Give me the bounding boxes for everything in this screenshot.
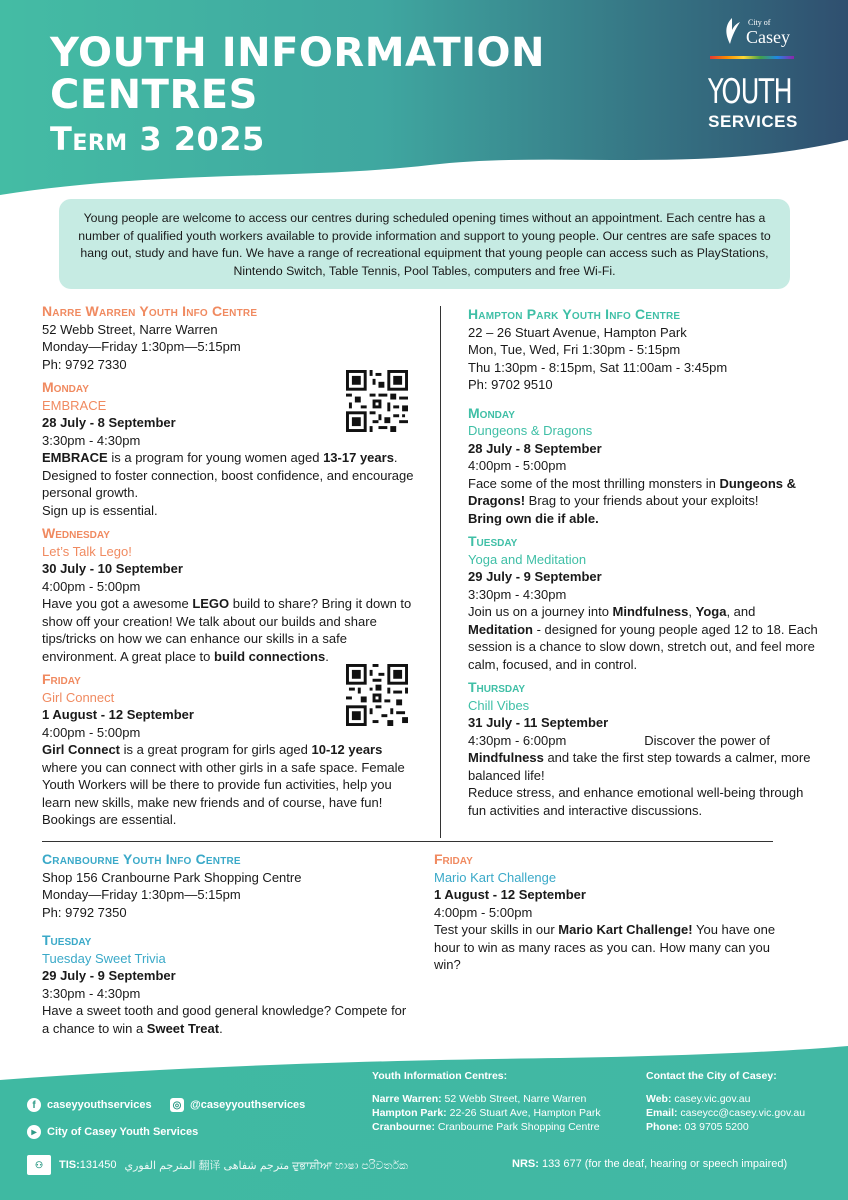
youth-info-centres-list <box>372 1069 642 1134</box>
hampton-park-centre-name: Hampton Park Youth Info Centre <box>468 306 681 322</box>
narre-warren-centre-name: Narre Warren Youth Info Centre <box>42 303 258 319</box>
instagram-icon: ◎ <box>170 1098 184 1112</box>
facebook-handle: caseyyouthservices <box>47 1099 152 1111</box>
narre-warren-hours: Monday—Friday 1:30pm—5:15pm <box>42 339 241 354</box>
term-title: Term 3 2025 <box>50 120 265 158</box>
hampton-tuesday-dates: 29 July - 9 September <box>468 569 602 584</box>
hampton-monday-heading: Monday <box>468 404 515 421</box>
hampton-monday-dates: 28 July - 8 September <box>468 440 602 456</box>
footer <box>0 1040 848 1200</box>
leaf-icon <box>722 16 742 46</box>
hampton-thursday-description: 4:30pm - 6:00pm Discover the power of Mindfulness and take the first step towards a calmer, more balanced life! <box>468 732 811 783</box>
logo-city: Casey <box>746 27 790 47</box>
cranbourne-friday-program: Mario Kart Challenge <box>434 869 557 885</box>
narre-friday-heading: Friday <box>42 671 81 687</box>
yic-heading: Youth Information Centres: <box>372 1070 508 1082</box>
cranbourne-friday-section <box>434 851 779 974</box>
narre-warren-phone: Ph: 9792 7330 <box>42 356 127 372</box>
section-divider <box>42 841 773 842</box>
narre-friday-time: 4:00pm - 5:00pm <box>42 724 141 740</box>
cranbourne-tuesday-program: Tuesday Sweet Trivia <box>42 950 166 966</box>
narre-wednesday-heading: Wednesday <box>42 525 110 541</box>
narre-warren-section <box>42 303 414 829</box>
tis-interpreter-row <box>27 1155 408 1175</box>
contact-heading: Contact the City of Casey: <box>646 1070 777 1082</box>
narre-monday-signup: Sign up is essential. <box>42 502 158 518</box>
hampton-tuesday-time: 3:30pm - 4:30pm <box>468 586 567 602</box>
cranbourne-centre-name: Cranbourne Youth Info Centre <box>42 851 241 867</box>
cranbourne-phone: Ph: 9792 7350 <box>42 904 127 920</box>
hampton-monday-program: Dungeons & Dragons <box>468 423 593 438</box>
hampton-monday-note: Bring own die if able. <box>468 510 599 526</box>
cranbourne-tuesday-heading: Tuesday <box>42 932 92 948</box>
youtube-icon: ▸ <box>27 1125 41 1139</box>
cranbourne-tuesday-dates: 29 July - 9 September <box>42 968 176 983</box>
hampton-park-hours1: Mon, Tue, Wed, Fri 1:30pm - 5:15pm <box>468 342 681 357</box>
nrs-info: NRS: 133 677 (for the deaf, hearing or speech impaired) <box>512 1158 788 1170</box>
hampton-thursday-heading: Thursday <box>468 679 526 695</box>
contact-web[interactable]: Web: casey.vic.gov.au <box>646 1093 751 1105</box>
contact-email[interactable]: Email: caseycc@casey.vic.gov.au <box>646 1107 806 1119</box>
hampton-park-address: 22 – 26 Stuart Avenue, Hampton Park <box>468 324 687 340</box>
hampton-park-phone: Ph: 9702 9510 <box>468 377 553 392</box>
yic-cranbourne: Cranbourne: Cranbourne Park Shopping Centre <box>372 1121 600 1133</box>
yic-narre-warren: Narre Warren: 52 Webb Street, Narre Warren <box>372 1093 587 1105</box>
narre-warren-address: 52 Webb Street, Narre Warren <box>42 321 218 337</box>
cranbourne-friday-dates: 1 August - 12 September <box>434 887 586 902</box>
hampton-park-section <box>468 306 818 819</box>
hampton-thursday-program: Chill Vibes <box>468 697 530 713</box>
cranbourne-tuesday-time: 3:30pm - 4:30pm <box>42 985 141 1001</box>
narre-monday-description: EMBRACE is a program for young women aged 13-17 years. Designed to foster connection, boost confidence, and encourage personal growth. <box>42 450 414 500</box>
cranbourne-friday-time: 4:00pm - 5:00pm <box>434 904 533 920</box>
header-banner <box>0 0 848 200</box>
logo-youth: YOUTH <box>708 72 792 112</box>
narre-monday-dates: 28 July - 8 September <box>42 415 176 430</box>
hampton-tuesday-program: Yoga and Meditation <box>468 551 587 567</box>
hampton-thursday-description2: Reduce stress, and enhance emotional well-being through fun activities and interactive discussions. <box>468 785 804 818</box>
facebook-link[interactable] <box>27 1098 152 1112</box>
tis-number: TIS:131450 <box>59 1159 117 1171</box>
narre-friday-description: Girl Connect is a great program for girls aged 10-12 years where you can connect with other girls in a safe space. Female Youth Workers will be there to provide fun activities, help you learn new skills, make new friends and of course, have fun! Bookings are essential. <box>42 742 405 827</box>
contact-city-of-casey <box>646 1069 846 1134</box>
narre-monday-program: EMBRACE <box>42 397 107 413</box>
facebook-icon: f <box>27 1098 41 1112</box>
column-divider <box>440 306 441 838</box>
yic-hampton-park: Hampton Park: 22-26 Stuart Ave, Hampton Park <box>372 1107 601 1119</box>
narre-wednesday-description: Have you got a awesome LEGO build to share? Bring it down to show off your creation! We talk about our builds and share tips/tricks on how we can enhance our skills in a safe environment. A great place to build connections. <box>42 596 412 664</box>
interpreter-icon: ⚇ <box>27 1155 51 1175</box>
cranbourne-address: Shop 156 Cranbourne Park Shopping Centre <box>42 869 302 885</box>
hampton-thursday-dates: 31 July - 11 September <box>468 715 609 730</box>
cranbourne-section <box>42 851 412 1037</box>
narre-friday-dates: 1 August - 12 September <box>42 707 194 722</box>
cranbourne-tuesday-description: Have a sweet tooth and good general knowledge? Compete for a chance to win a Sweet Treat. <box>42 1003 407 1036</box>
narre-wednesday-dates: 30 July - 10 September <box>42 561 183 576</box>
rainbow-bar <box>710 56 794 59</box>
narre-friday-program: Girl Connect <box>42 689 115 705</box>
tis-languages: المترجم الفوري 翻译 مترجم شفاهی ਦੁਭਾਸ਼ੀਆ භාෂා පරිවර්තක <box>124 1160 408 1172</box>
narre-wednesday-time: 4:00pm - 5:00pm <box>42 578 141 594</box>
narre-monday-heading: Monday <box>42 379 89 395</box>
hampton-park-hours2: Thu 1:30pm - 8:15pm, Sat 11:00am - 3:45pm <box>468 359 728 375</box>
instagram-link[interactable] <box>170 1098 305 1112</box>
page-title-line1: YOUTH INFORMATION <box>50 30 546 76</box>
youtube-channel: City of Casey Youth Services <box>47 1126 199 1138</box>
hampton-tuesday-heading: Tuesday <box>468 533 518 549</box>
youtube-link[interactable] <box>27 1125 198 1139</box>
city-of-casey-youth-logo <box>708 12 818 142</box>
hampton-monday-time: 4:00pm - 5:00pm <box>468 458 567 473</box>
cranbourne-hours: Monday—Friday 1:30pm—5:15pm <box>42 887 241 902</box>
cranbourne-friday-heading: Friday <box>434 851 473 867</box>
hampton-monday-description: Face some of the most thrilling monsters in Dungeons & Dragons! Brag to your friends about your exploits! <box>468 475 796 508</box>
intro-box: Young people are welcome to access our centres during scheduled opening times without an appointment. Each centre has a number of qualified youth workers available to provide information and support to young people. Our centres are safe spaces to hang out, study and have fun. We have a range of recreational equipment that young people can access such as PlayStations, Nintendo Switch, Table Tennis, Pool Tables, computers and free Wi-Fi. <box>59 199 790 289</box>
narre-wednesday-program: Let’s Talk Lego! <box>42 543 132 559</box>
page-title-line2: CENTRES <box>50 72 258 118</box>
hampton-tuesday-description: Join us on a journey into Mindfulness, Yoga, and Meditation - designed for young people aged 12 to 18. Each session is a chance to slow down, stretch out, and feel more calm, focused, and in control. <box>468 604 818 672</box>
instagram-handle: @caseyyouthservices <box>190 1099 306 1111</box>
logo-services: SERVICES <box>708 112 798 131</box>
contact-phone: Phone: 03 9705 5200 <box>646 1121 749 1133</box>
narre-monday-time: 3:30pm - 4:30pm <box>42 432 141 448</box>
logo-city-small: City of <box>748 18 771 27</box>
cranbourne-friday-description: Test your skills in our Mario Kart Challenge! You have one hour to win as many races as you can. How many can you win? <box>434 922 776 972</box>
